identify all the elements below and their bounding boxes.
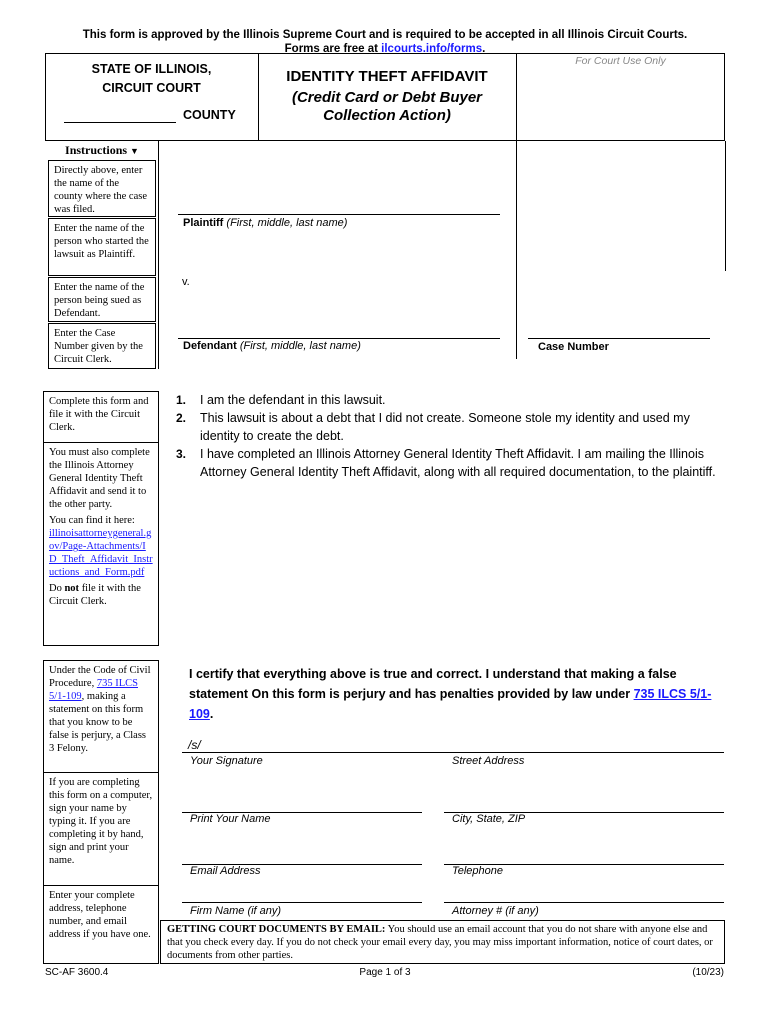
city-state-zip-label: City, State, ZIP [452,813,526,825]
form-title: IDENTITY THEFT AFFIDAVIT [286,68,488,85]
case-number-label: Case Number [538,341,609,353]
firm-name-label[interactable]: Firm Name (if any) [190,905,282,917]
email-notice: GETTING COURT DOCUMENTS BY EMAIL: You should use an email account that you do not share with anyone else and that you check every day. If you do not check your email every day, you may miss important information, notice of court dates, or documents from other parties. [160,920,725,964]
approval-notice-line2: Forms are free at ilcourts.info/forms. [284,43,486,55]
court-state: STATE OF ILLINOIS, [91,62,212,76]
statement-item: 2. This lawsuit is about a debt that I did not create. Someone stole my identity and used my identity to create the debt. [176,411,690,443]
address-note: Enter your complete address, telephone number, and email address if you have one. [43,886,159,964]
versus-label: v. [182,276,190,288]
street-address-label: Street Address [452,755,525,767]
plaintiff-input[interactable] [182,195,498,213]
county-label: COUNTY [183,108,236,122]
defendant-label: Defendant (First, middle, last name) [183,340,361,352]
certification-text: I certify that everything above is true and correct. I understand that making a false statement On this form is perjury and has penalties provided by law under 735 ILCS 5/1-109. [189,667,712,721]
telephone-label: Telephone [452,865,503,877]
revision-date: (10/23) [692,967,724,978]
statements-list [176,391,716,481]
plaintiff-label: Plaintiff (First, middle, last name) [183,217,348,229]
certify-link[interactable]: 735 ILCS 5/1-109 [189,687,712,721]
attorney-number-label[interactable]: Attorney # (if any) [452,905,539,917]
triangle-down-icon: ▼ [130,146,139,156]
print-name-label: Print Your Name [190,813,271,825]
court-use-label: For Court Use Only [575,55,666,67]
case-number-instruction: Enter the Case Number given by the Circuit Clerk. [48,323,156,369]
case-number-input[interactable] [530,319,708,337]
page-number: Page 1 of 3 [359,967,411,978]
approval-notice-line1: This form is approved by the Illinois Supreme Court and is required to be accepted in all Illinois Circuit Courts. [82,29,688,41]
your-signature-label: Your Signature [190,755,263,767]
form-id: SC-AF 3600.4 [45,967,109,978]
instructions-header[interactable]: Instructions ▼ [65,143,139,157]
form-subtitle: (Credit Card or Debt Buyer Collection Action) [291,89,483,124]
county-instruction: Directly above, enter the name of the county where the case was filed. [48,160,156,217]
court-circuit: CIRCUIT COURT [102,81,201,95]
telephone-input[interactable] [444,845,724,863]
approval-notice [0,28,770,56]
forms-link[interactable]: ilcourts.info/forms [381,43,483,55]
defendant-input[interactable] [182,319,498,337]
defendant-instruction: Enter the name of the person being sued as Defendant. [48,277,156,322]
ag-affidavit-link[interactable]: illinoisattorneygeneral.gov/Page-Attachments/ID_Theft_Affidavit_Instructions_and_Form.pdf [49,528,153,578]
court-block [45,60,258,98]
complete-note: Complete this form and file it with the Circuit Clerk. [43,391,159,443]
code-link[interactable]: 735 ILCS 5/1-109 [49,678,138,702]
email-input[interactable] [182,845,420,863]
attorney-general-note: You must also complete the Illinois Attorney General Identity Theft Affidavit and send it to the other party. You can find it here: illinoisattorneygeneral.gov/Page-Attachments/ID_Theft_Affidavit_Instructions_and_Form.pdf Do not file it with the Circuit Clerk. [43,443,159,646]
print-name-input[interactable] [182,793,420,811]
statement-item: 1. I am the defendant in this lawsuit. [176,393,386,407]
perjury-note: Under the Code of Civil Procedure, 735 ILCS 5/1-109, making a statement on this form that you know to be false is perjury, a Class 3 Felony. [43,660,159,773]
statement-item: 3. I have completed an Illinois Attorney General Identity Theft Affidavit. I am mailing the Illinois Attorney General Identity Theft Affidavit, along with all required documentation, to the plaintiff. [176,447,716,479]
county-input[interactable] [63,107,175,121]
plaintiff-instruction: Enter the name of the person who started the lawsuit as Plaintiff. [48,218,156,276]
signing-note: If you are completing this form on a computer, sign your name by typing it. If you are completing it by hand, sign and print your name. [43,773,159,886]
signature-input[interactable]: /s/ [188,738,201,752]
email-label: Email Address [190,865,261,877]
city-state-zip-input[interactable] [444,793,724,811]
